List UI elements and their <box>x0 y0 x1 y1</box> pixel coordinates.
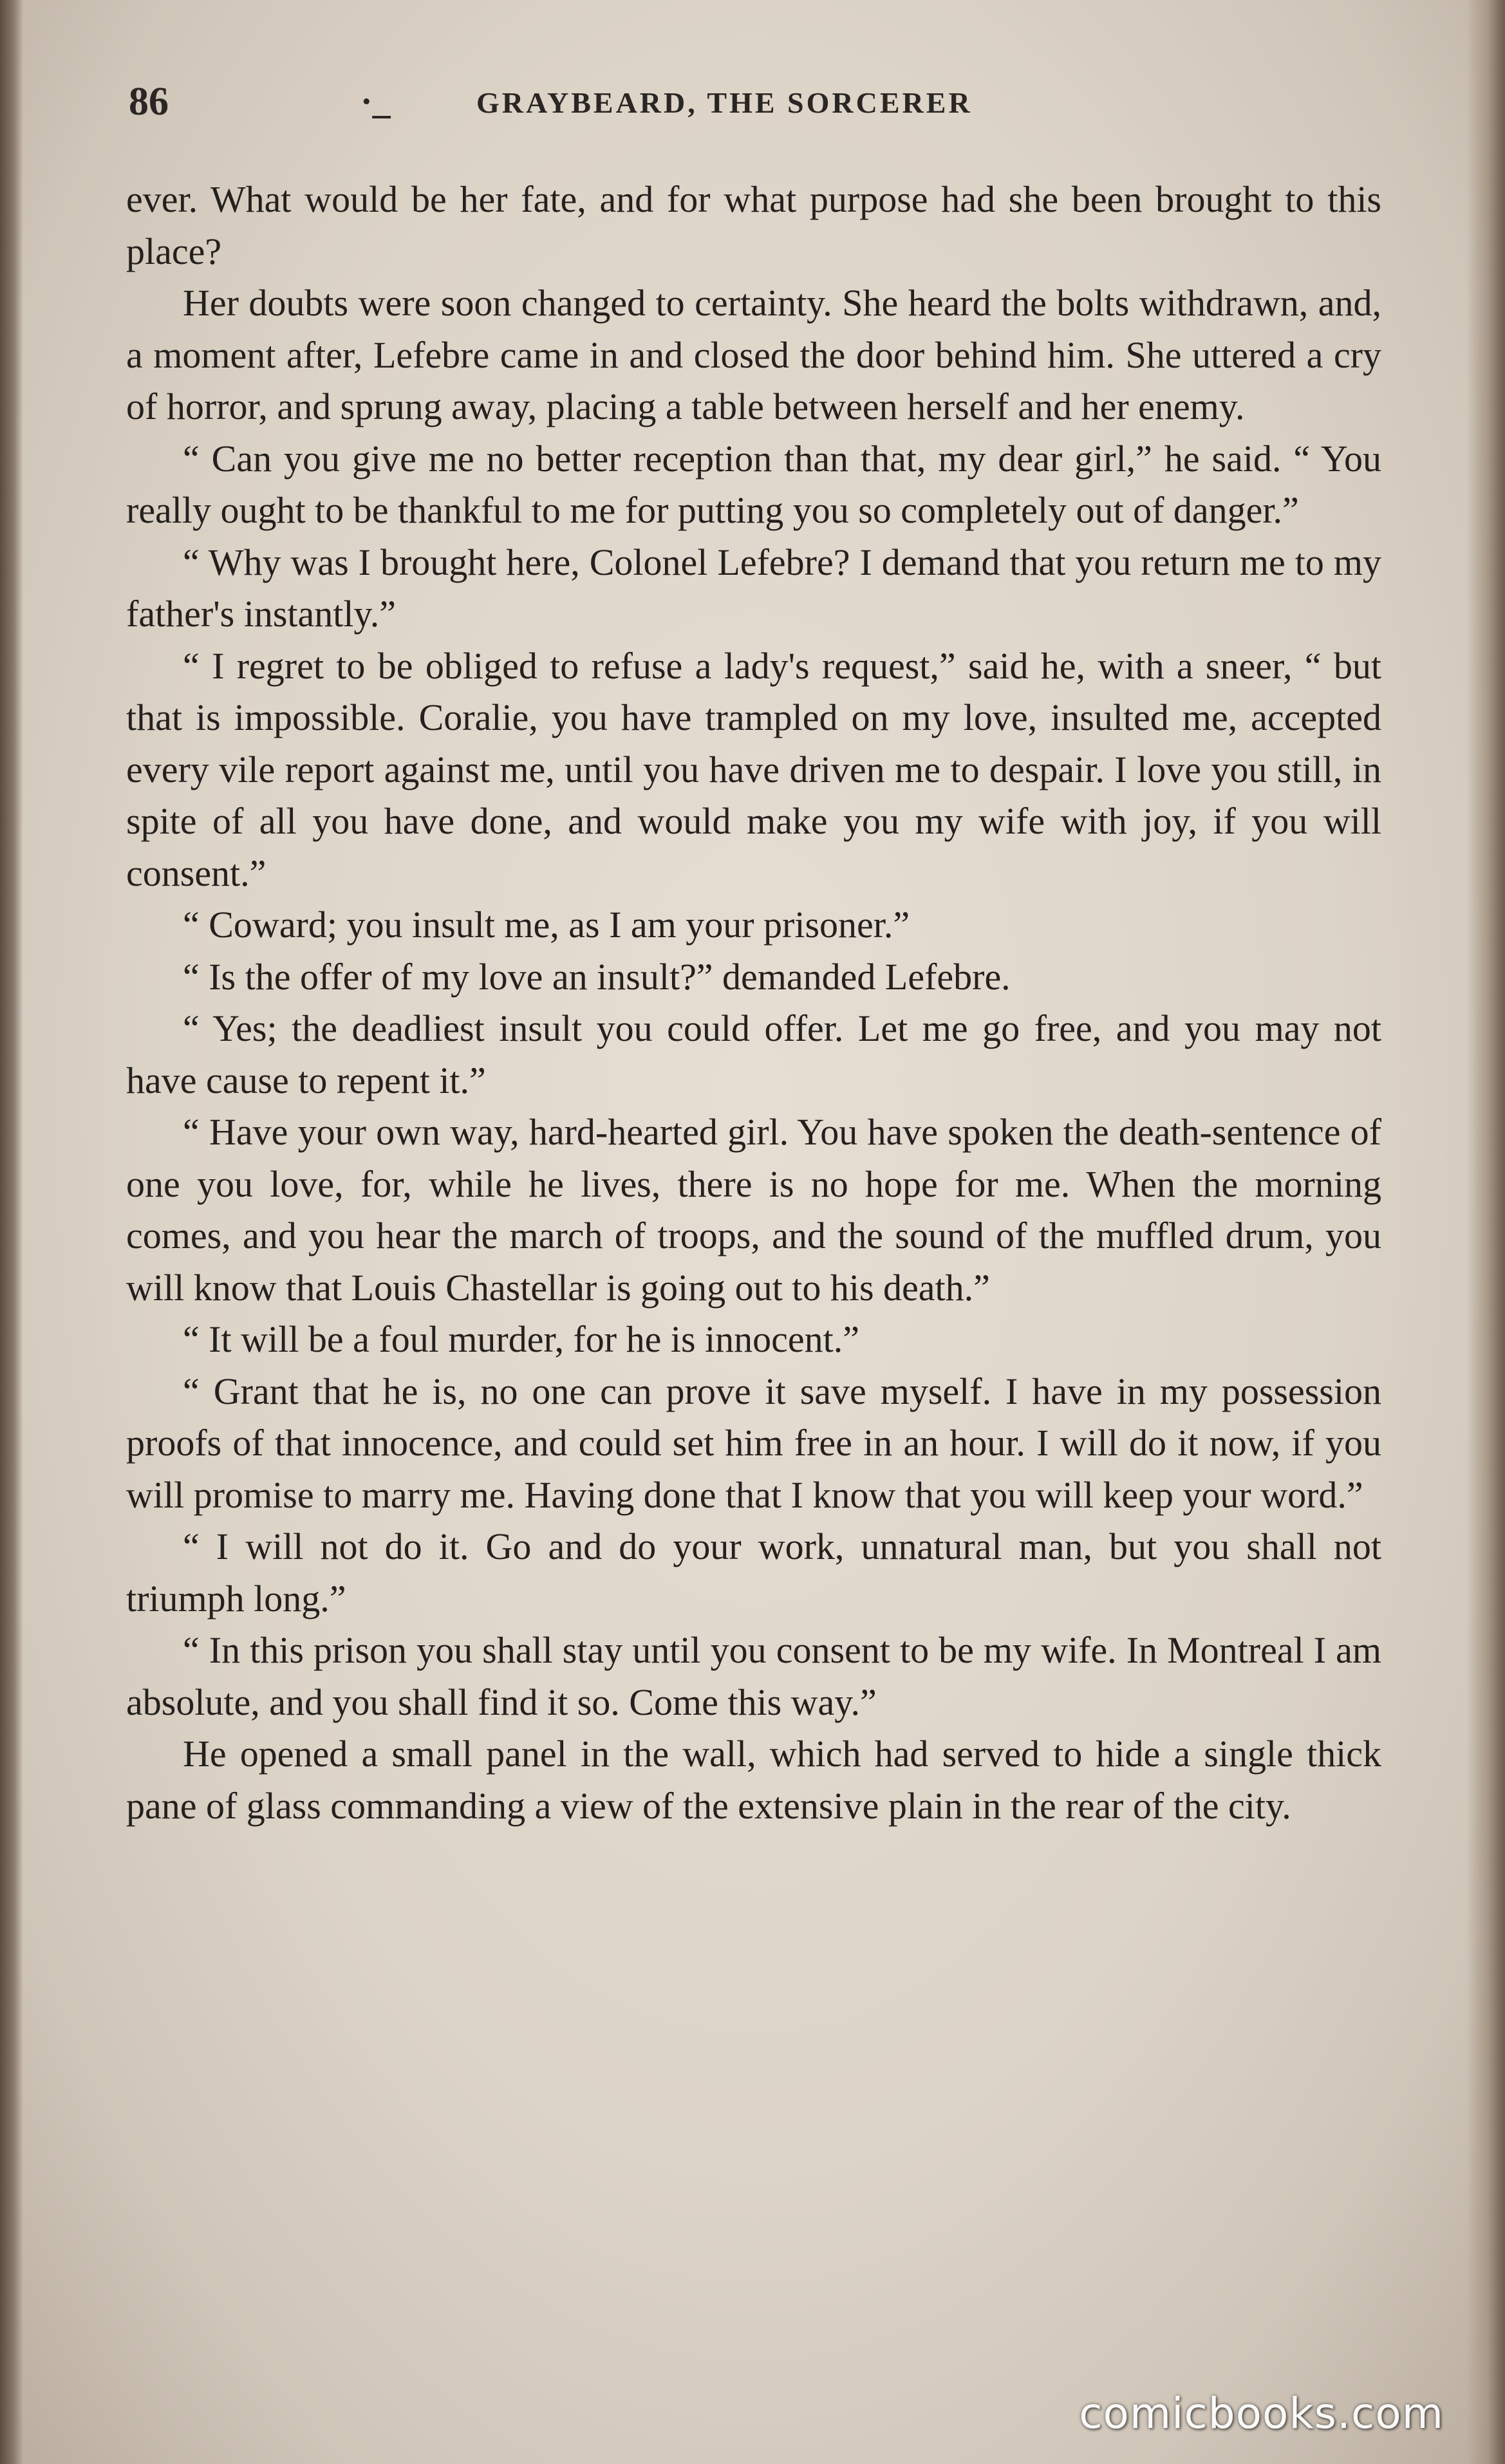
paragraph: “ Can you give me no better reception than that, my dear girl,” he said. “ You really ought to be thankful to me for putting you so completely out of danger.” <box>126 437 1381 531</box>
header-ornament: ·_ <box>360 82 391 122</box>
source-watermark: comicbooks.com <box>1079 2389 1444 2438</box>
paragraph: “ Why was I brought here, Colonel Lefebre? I demand that you return me to my father's instantly.” <box>126 541 1381 635</box>
paragraph: ever. What would be her fate, and for what purpose had she been brought to this place? <box>126 178 1381 272</box>
paragraph: “ I will not do it. Go and do your work, unnatural man, but you shall not triumph long.” <box>126 1526 1381 1619</box>
paragraph: “ I regret to be obliged to refuse a lady's request,” said he, with a sneer, “ but that is impossible. Coralie, you have trampled on my love, insulted me, accepted every vile report against me, until you have driven me to despair. I love you still, in spite of all you have done, and would make you my wife with joy, if you will consent.” <box>126 644 1381 894</box>
paragraph: “ Grant that he is, no one can prove it save myself. I have in my possession proofs of that innocence, and could set him free in an hour. I will do it now, if you will promise to marry me. Having done that I know that you will keep your word.” <box>126 1370 1381 1516</box>
paragraph: “ Yes; the deadliest insult you could offer. Let me go free, and you may not have cause to repent it.” <box>126 1007 1381 1101</box>
paragraph: Her doubts were soon changed to certainty. She heard the bolts withdrawn, and, a moment after, Lefebre came in and closed the door behind him. She uttered a cry of horror, and sprung away, placing a table between herself and her enemy. <box>126 282 1381 427</box>
paragraph: “ It will be a foul murder, for he is innocent.” <box>183 1318 859 1360</box>
page-number: 86 <box>129 80 169 124</box>
paragraph: He opened a small panel in the wall, which had served to hide a single thick pane of glass commanding a view of the extensive plain in the rear of the city. <box>126 1733 1381 1827</box>
paragraph: “ Is the offer of my love an insult?” demanded Lefebre. <box>183 955 1011 998</box>
page-header <box>129 76 1378 127</box>
body-text <box>126 174 1381 1832</box>
paragraph: “ In this prison you shall stay until you consent to be my wife. In Montreal I am absolute, and you shall find it so. Come this way.” <box>126 1629 1381 1723</box>
paragraph: “ Have your own way, hard-hearted girl. You have spoken the death-sentence of one you love, for, while he lives, there is no hope for me. When the morning comes, and you hear the march of troops, and the sound of the muffled drum, you will know that Louis Chastellar is going out to his death.” <box>126 1111 1381 1309</box>
page-right-edge <box>1466 0 1505 2464</box>
paragraph: “ Coward; you insult me, as I am your prisoner.” <box>183 904 910 946</box>
running-title: GRAYBEARD, THE SORCERER <box>476 86 973 119</box>
page-left-edge <box>0 0 23 2464</box>
